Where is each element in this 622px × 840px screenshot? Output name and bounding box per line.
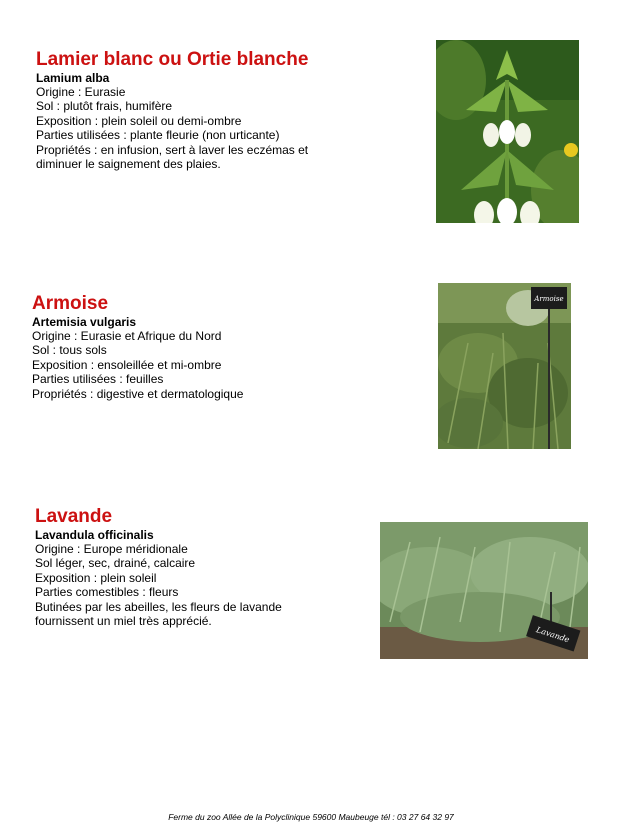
plant-parts-edible: Parties comestibles : fleurs bbox=[35, 585, 179, 600]
plant-title: Lavande bbox=[35, 506, 113, 527]
plant-latin-name: Lamium alba bbox=[36, 71, 110, 85]
plant-origin: Origine : Eurasie et Afrique du Nord bbox=[32, 329, 222, 343]
plant-properties: Propriétés : en infusion, sert à laver les eczémas et bbox=[36, 142, 309, 157]
armoise-photo bbox=[438, 283, 571, 449]
plant-exposure: Exposition : plein soleil bbox=[35, 570, 157, 585]
lavande-photo bbox=[380, 522, 588, 659]
plant-origin: Origine : Europe méridionale bbox=[35, 542, 188, 556]
plant-origin: Origine : Eurasie bbox=[36, 85, 126, 99]
plant-title: Armoise bbox=[32, 293, 109, 314]
lavande-tag-label: Lavande bbox=[535, 625, 571, 645]
plant-soil: Sol : plutôt frais, humifère bbox=[36, 99, 173, 114]
plant-parts-used: Parties utilisées : plante fleurie (non urticante) bbox=[36, 128, 280, 143]
plant-exposure: Exposition : ensoleillée et mi-ombre bbox=[32, 357, 222, 372]
plant-latin-name: Artemisia vulgaris bbox=[32, 315, 137, 329]
plant-entry-lamier bbox=[36, 49, 416, 171]
lamier-photo bbox=[436, 40, 579, 223]
plant-note: Butinées par les abeilles, les fleurs de lavande bbox=[35, 599, 282, 614]
plant-soil: Sol : tous sols bbox=[32, 343, 107, 358]
plant-properties-cont: diminuer le saignement des plaies. bbox=[36, 157, 221, 172]
plant-entry-lavande bbox=[35, 506, 365, 628]
armoise-tag-label: Armoise bbox=[534, 295, 564, 303]
plant-exposure: Exposition : plein soleil ou demi-ombre bbox=[36, 113, 242, 128]
plant-parts-used: Parties utilisées : feuilles bbox=[32, 372, 164, 387]
plant-entry-armoise bbox=[32, 293, 412, 401]
plant-soil: Sol léger, sec, drainé, calcaire bbox=[35, 556, 196, 571]
plant-note-cont: fournissent un miel très apprécié. bbox=[35, 614, 212, 629]
plant-properties: Propriétés : digestive et dermatologique bbox=[32, 386, 244, 401]
footer-address: Ferme du zoo Allée de la Polyclinique 59600 Maubeuge tél : 03 27 64 32 97 bbox=[168, 812, 454, 822]
plant-title: Lamier blanc ou Ortie blanche bbox=[36, 49, 309, 70]
plant-latin-name: Lavandula officinalis bbox=[35, 528, 154, 542]
